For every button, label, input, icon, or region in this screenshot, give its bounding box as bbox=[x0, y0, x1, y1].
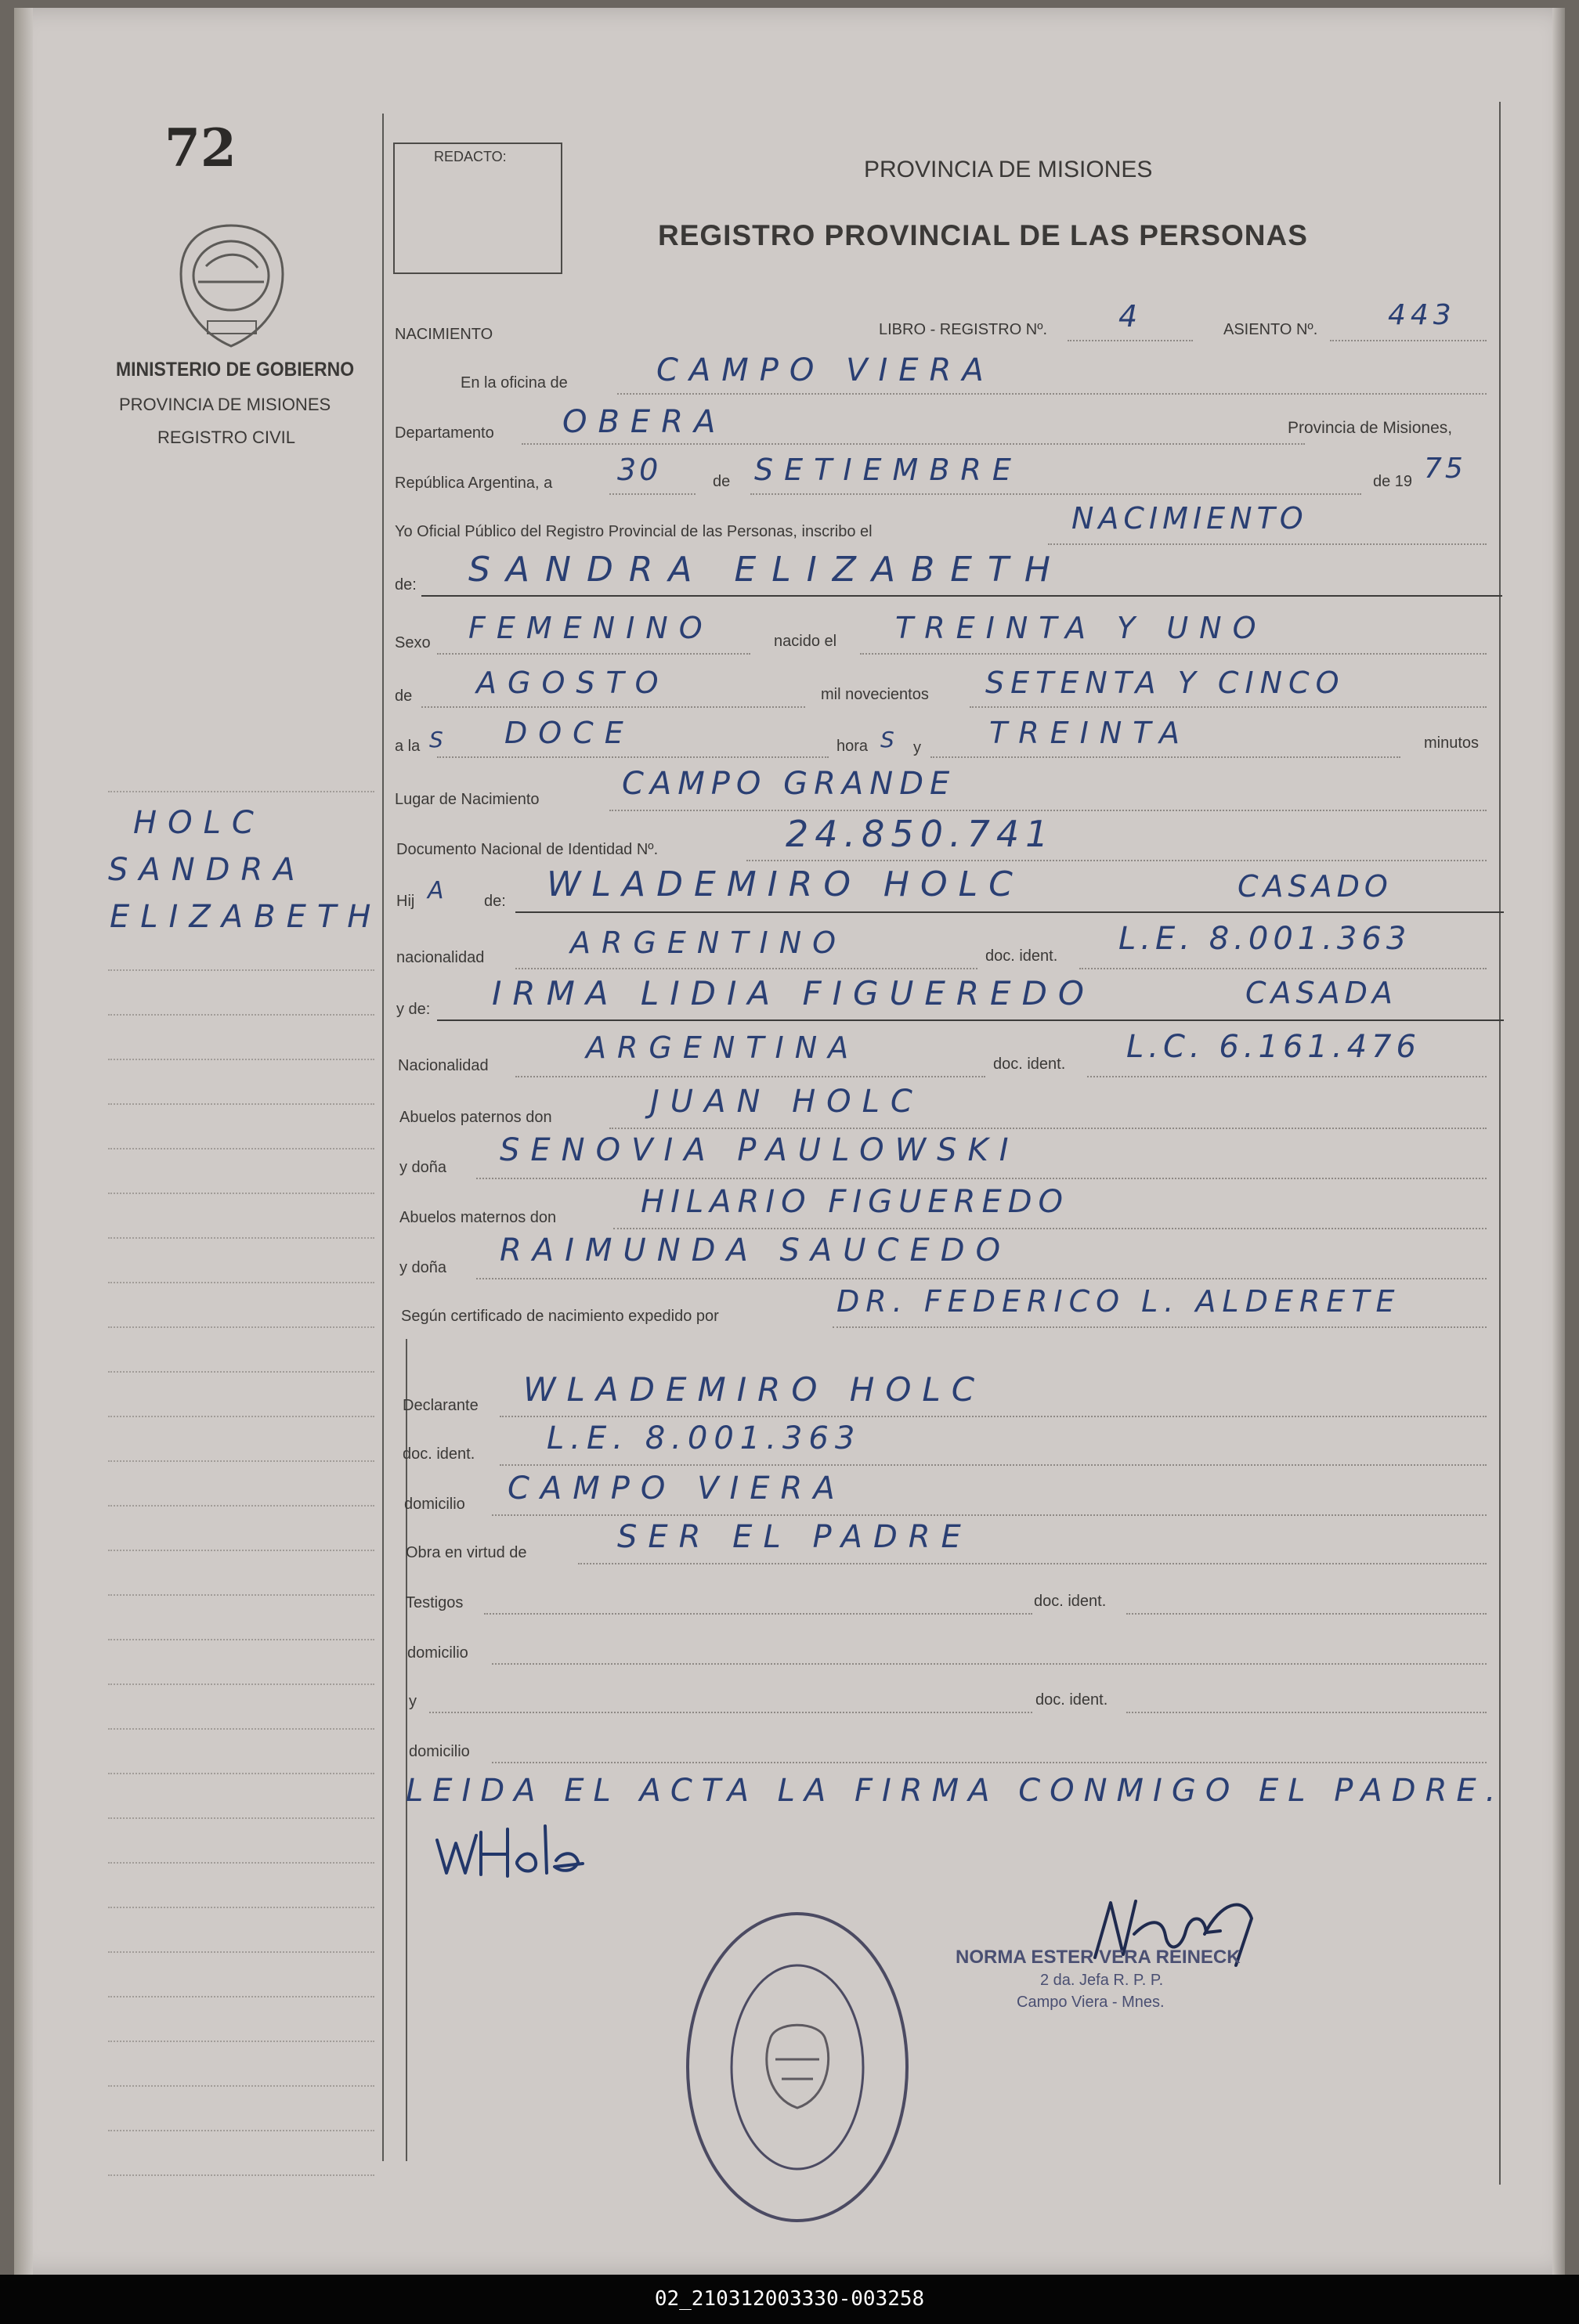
document-page bbox=[14, 8, 1565, 2275]
dni-value: 24.850.741 bbox=[786, 813, 1055, 855]
libro-label: LIBRO - REGISTRO Nº. bbox=[879, 321, 1048, 338]
departamento-label: Departamento bbox=[395, 424, 494, 442]
registry-seal bbox=[680, 1903, 915, 2236]
anio-nac-value: SETENTA Y CINCO bbox=[985, 666, 1346, 700]
abuelo-materno-value: HILARIO FIGUEREDO bbox=[641, 1184, 1070, 1220]
yo-oficial-label: Yo Oficial Público del Registro Provincial de las Personas, inscribo el bbox=[395, 523, 873, 540]
domicilio-label: domicilio bbox=[404, 1496, 465, 1513]
father-signature bbox=[429, 1817, 594, 1891]
asiento-value: 443 bbox=[1388, 299, 1456, 331]
form-left-border bbox=[382, 114, 384, 2161]
padre-nac-value: ARGENTINO bbox=[570, 926, 847, 960]
abuelo-paterno-value: JUAN HOLC bbox=[650, 1084, 923, 1120]
mil-label: mil novecientos bbox=[821, 686, 929, 703]
docident-testigo2-label: doc. ident. bbox=[1035, 1691, 1108, 1709]
page-number: 72 bbox=[164, 117, 237, 179]
inscribo-value: NACIMIENTO bbox=[1071, 501, 1308, 536]
obra-label: Obra en virtud de bbox=[406, 1544, 527, 1561]
record-type-label: NACIMIENTO bbox=[395, 326, 493, 343]
hora-label: hora bbox=[836, 738, 869, 755]
hora-suffix: S bbox=[880, 727, 905, 752]
abuela-paterna-value: SENOVIA PAULOWSKI bbox=[500, 1132, 1020, 1168]
official-name: NORMA ESTER VERA REINECK bbox=[956, 1947, 1241, 1968]
minutos-value: TREINTA bbox=[989, 716, 1191, 750]
de-nombre-label: de: bbox=[395, 576, 417, 594]
nacido-label: nacido el bbox=[774, 633, 837, 650]
dni-label: Documento Nacional de Identidad Nº. bbox=[396, 841, 659, 858]
segun-label: Según certificado de nacimiento expedido por bbox=[401, 1308, 719, 1325]
madre-doc-value: L.C. 6.161.476 bbox=[1126, 1029, 1421, 1065]
domicilio-testigo2-label: domicilio bbox=[409, 1743, 470, 1760]
nacionalidad-padre-label: nacionalidad bbox=[396, 949, 485, 966]
abuelos-maternos-label: Abuelos maternos don bbox=[399, 1209, 557, 1226]
abuela-materna-value: RAIMUNDA SAUCEDO bbox=[500, 1232, 1012, 1268]
docident-testigo1-label: doc. ident. bbox=[1034, 1593, 1107, 1610]
sexo-label: Sexo bbox=[395, 634, 431, 651]
padre-estado-value: CASADO bbox=[1238, 869, 1393, 904]
declarante-label: Declarante bbox=[403, 1397, 479, 1414]
domicilio-testigo1-label: domicilio bbox=[407, 1644, 468, 1662]
anio-value: 75 bbox=[1424, 453, 1466, 485]
padre-doc-value: L.E. 8.001.363 bbox=[1118, 921, 1411, 957]
obra-value: SER EL PADRE bbox=[617, 1519, 972, 1555]
form-right-border bbox=[1499, 102, 1501, 2185]
declarante-value: WLADEMIRO HOLC bbox=[523, 1370, 986, 1409]
docident-padre-label: doc. ident. bbox=[985, 947, 1058, 965]
lugar-value: CAMPO GRANDE bbox=[622, 766, 956, 802]
abuelos-paternos-label: Abuelos paternos don bbox=[399, 1109, 552, 1126]
padre-value: WLADEMIRO HOLC bbox=[547, 864, 1024, 904]
dia-nac-value: TREINTA Y UNO bbox=[895, 611, 1267, 645]
de-padre-label: de: bbox=[484, 893, 506, 910]
testigos-label: Testigos bbox=[406, 1594, 464, 1611]
oficina-label: En la oficina de bbox=[461, 374, 568, 392]
redacto-label: REDACTO: bbox=[434, 149, 507, 164]
registry-label: REGISTRO CIVIL bbox=[157, 428, 296, 447]
libro-value: 4 bbox=[1118, 299, 1149, 334]
mes-nac-value: AGOSTO bbox=[476, 666, 670, 700]
margin-middlename: ELIZABETH bbox=[110, 899, 382, 935]
ydona-materna-label: y doña bbox=[399, 1259, 447, 1276]
margin-firstname: SANDRA bbox=[108, 852, 306, 888]
image-caption: 02_210312003330-003258 bbox=[0, 2275, 1579, 2324]
coat-of-arms-emblem bbox=[175, 219, 288, 356]
alas-label: a la bbox=[395, 738, 421, 755]
margin-surname: HOLC bbox=[133, 805, 265, 841]
sexo-value: FEMENINO bbox=[468, 611, 714, 645]
nacionalidad-madre-label: Nacionalidad bbox=[398, 1057, 489, 1074]
province-label: PROVINCIA DE MISIONES bbox=[119, 395, 331, 414]
mes-value: SETIEMBRE bbox=[754, 453, 1022, 487]
hora-value: DOCE bbox=[504, 716, 634, 750]
madre-nac-value: ARGENTINA bbox=[586, 1030, 860, 1065]
minutos-label: minutos bbox=[1424, 734, 1480, 752]
de19-label: de 19 bbox=[1373, 473, 1413, 490]
ydona-paterna-label: y doña bbox=[399, 1159, 447, 1176]
official-title: 2 da. Jefa R. P. P. bbox=[1040, 1972, 1164, 1989]
provincia-label: Provincia de Misiones, bbox=[1288, 419, 1453, 437]
official-place: Campo Viera - Mnes. bbox=[1017, 1994, 1165, 2011]
dia-value: 30 bbox=[617, 453, 662, 487]
declarante-doc-value: L.E. 8.001.363 bbox=[547, 1420, 862, 1456]
page-edge bbox=[1552, 8, 1565, 2275]
oficina-value: CAMPO VIERA bbox=[656, 352, 995, 388]
de-label: de bbox=[713, 473, 731, 490]
republica-label: República Argentina, a bbox=[395, 475, 553, 492]
header-title: REGISTRO PROVINCIAL DE LAS PERSONAS bbox=[658, 219, 1308, 251]
hij-label: Hij bbox=[396, 893, 415, 910]
docident-declarante-label: doc. ident. bbox=[403, 1445, 475, 1463]
asiento-label: ASIENTO Nº. bbox=[1223, 321, 1318, 338]
madre-value: IRMA LIDIA FIGUEREDO bbox=[492, 974, 1095, 1012]
madre-estado-value: CASADA bbox=[1245, 976, 1397, 1010]
binding-edge bbox=[14, 8, 33, 2275]
y-label: y bbox=[913, 739, 921, 756]
de-mes-label: de bbox=[395, 687, 413, 705]
nombre-value: SANDRA ELIZABETH bbox=[468, 550, 1066, 590]
domicilio-value: CAMPO VIERA bbox=[508, 1471, 846, 1507]
leida-text: LEIDA EL ACTA LA FIRMA CONMIGO EL PADRE. bbox=[406, 1773, 1505, 1809]
departamento-value: OBERA bbox=[562, 404, 727, 440]
lugar-label: Lugar de Nacimiento bbox=[395, 791, 540, 808]
hij-suffix: A bbox=[428, 877, 455, 904]
ministry-label: MINISTERIO DE GOBIERNO bbox=[116, 359, 355, 381]
header-province: PROVINCIA DE MISIONES bbox=[864, 157, 1153, 182]
alas-suffix: S bbox=[429, 727, 454, 752]
yde-label: y de: bbox=[396, 1001, 431, 1018]
y-testigo-label: y bbox=[409, 1693, 417, 1710]
certificado-value: DR. FEDERICO L. ALDERETE bbox=[836, 1284, 1401, 1319]
docident-madre-label: doc. ident. bbox=[993, 1056, 1066, 1073]
